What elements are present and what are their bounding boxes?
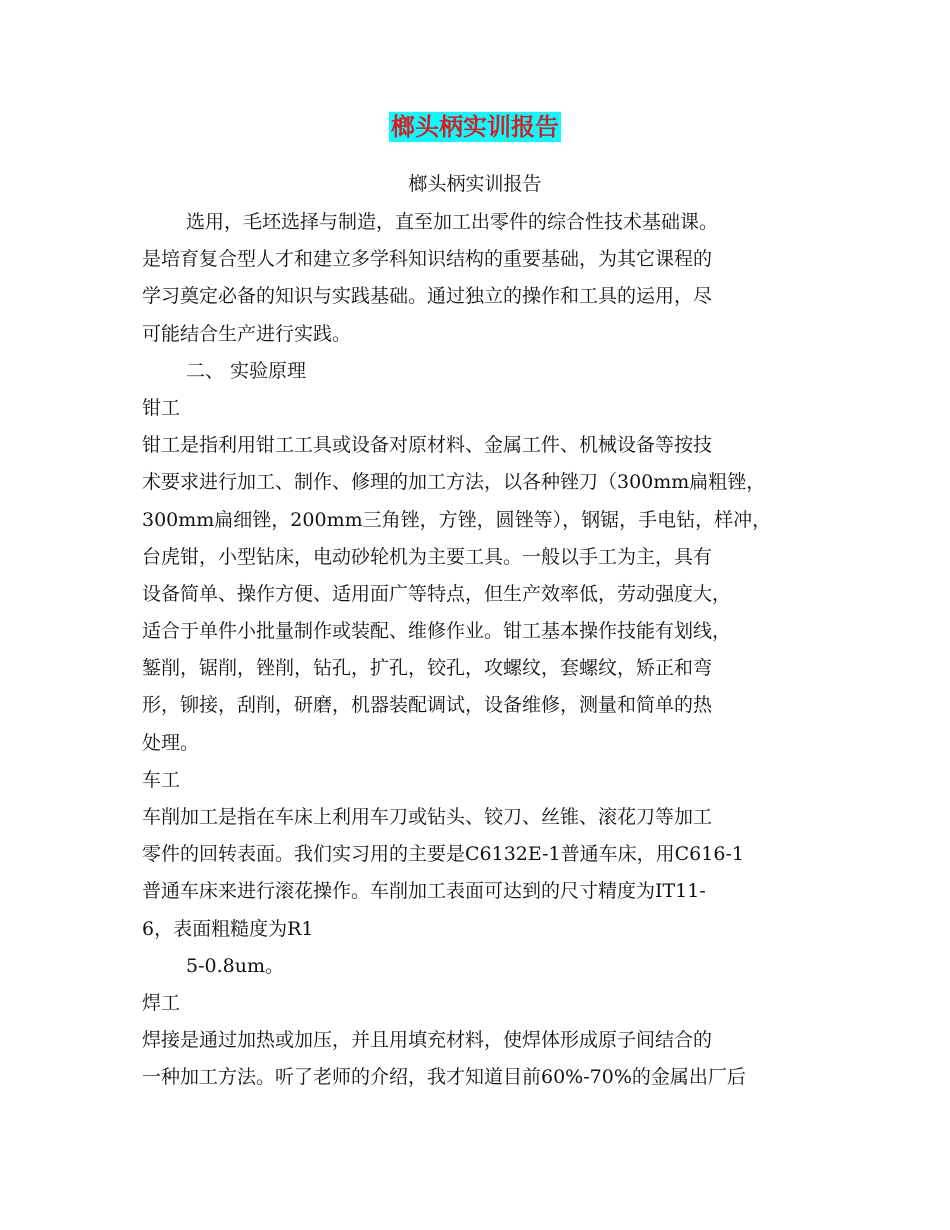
paragraph-line: 适合于单件小批量制作或装配、维修作业。钳工基本操作技能有划线，: [142, 620, 732, 643]
paragraph-line: 普通车床来进行滚花操作。车削加工表面可达到的尺寸精度为IT11-: [142, 880, 706, 903]
subsection-heading: 车工: [142, 768, 181, 791]
paragraph-line: 台虎钳，小型钻床，电动砂轮机为主要工具。一般以手工为主，具有: [142, 545, 713, 568]
paragraph-line: 可能结合生产进行实践。: [142, 322, 352, 345]
subsection-heading: 焊工: [142, 991, 181, 1014]
paragraph-line: 錾削，锯削，锉削，钻孔，扩孔，铰孔，攻螺纹，套螺纹，矫正和弯: [142, 657, 713, 680]
paragraph-line: 术要求进行加工、制作、修理的加工方法，以各种锉刀（300mm扁粗锉，: [142, 471, 766, 494]
subsection-heading: 钳工: [142, 396, 181, 419]
paragraph-line: 车削加工是指在车床上利用车刀或钻头、铰刀、丝锥、滚花刀等加工: [142, 806, 713, 828]
paragraph-line: 处理。: [142, 731, 200, 754]
paragraph-line: 焊接是通过加热或加压，并且用填充材料，使焊体形成原子间结合的: [142, 1029, 713, 1052]
document-title: 榔头柄实训报告: [391, 113, 559, 141]
paragraph-line: 5-0.8um。: [186, 954, 284, 977]
paragraph-line: 零件的回转表面。我们实习用的主要是C6132E-1普通车床，用C616-1: [142, 843, 744, 866]
section-heading: 二、 实验原理: [186, 359, 307, 382]
paragraph-line: 学习奠定必备的知识与实践基础。通过独立的操作和工具的运用，尽: [142, 285, 713, 308]
paragraph-line: 钳工是指利用钳工工具或设备对原材料、金属工件、机械设备等按技: [142, 434, 713, 457]
title-wrap: [0, 112, 950, 142]
paragraph-line: 形，铆接，刮削，研磨，机器装配调试，设备维修，测量和简单的热: [142, 694, 713, 717]
document-body: [142, 204, 832, 1097]
paragraph-line: 是培育复合型人才和建立多学科知识结构的重要基础，为其它课程的: [142, 248, 713, 271]
document-subtitle: 榔头柄实训报告: [408, 173, 542, 195]
paragraph-line: 设备简单、操作方便、适用面广等特点，但生产效率低，劳动强度大，: [142, 582, 732, 605]
paragraph-line: 选用，毛坯选择与制造，直至加工出零件的综合性技术基础课。: [186, 211, 719, 233]
paragraph-line: 一种加工方法。听了老师的介绍，我才知道目前60%-70%的金属出厂后: [142, 1066, 746, 1089]
paragraph-line: 300mm扁细锉，200mm三角锉，方锉，圆锉等），钢锯，手电钻，样冲，: [142, 508, 772, 531]
paragraph-line: 6，表面粗糙度为R1: [142, 917, 314, 940]
